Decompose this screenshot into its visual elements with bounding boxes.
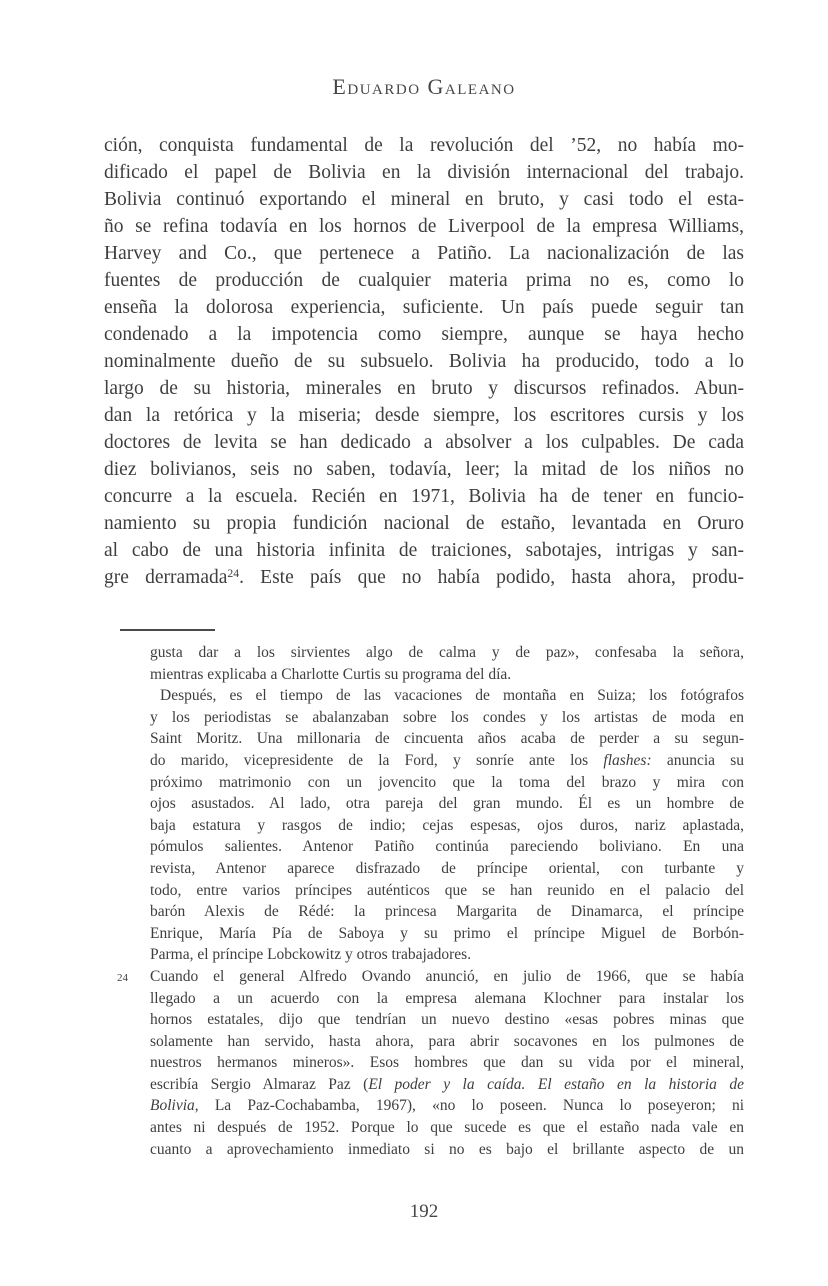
text-line: concurre a la escuela. Recién en 1971, Bolivia ha de tener en funcio- (104, 486, 744, 507)
text-line: todo, entre varios príncipes auténticos que se han reunido en el palacio del (150, 881, 744, 899)
text-line: Saint Moritz. Una millonaria de cincuenta años acaba de perder a su segun- (150, 730, 744, 748)
text-line: mientras explicaba a Charlotte Curtis su programa del día. (150, 665, 512, 683)
text-line: enseña la dolorosa experiencia, suficiente. Un país puede seguir tan (104, 297, 744, 318)
text-line: Bolivia continuó exportando el mineral en bruto, y casi todo el esta- (104, 189, 744, 210)
text-line: Harvey and Co., que pertenece a Patiño. La nacionalización de las (104, 243, 744, 264)
footnote-24-text (150, 966, 744, 1160)
text-line: nominalmente dueño de su subsuelo. Bolivia ha producido, todo a lo (104, 351, 744, 372)
text-line: llegado a un acuerdo con la empresa alemana Klochner para instalar los (150, 989, 744, 1007)
text-line: diez bolivianos, seis no saben, todavía, leer; la mitad de los niños no (104, 459, 744, 480)
running-header-author: Eduardo Galeano (332, 74, 516, 99)
text-line: doctores de levita se han dedicado a absolver a los culpables. De cada (104, 432, 744, 453)
text-line: namiento su propia fundición nacional de estaño, levantada en Oruro (104, 513, 744, 534)
text-line: largo de su historia, minerales en bruto y discursos refinados. Abun- (104, 378, 744, 399)
text-line: y los periodistas se abalanzaban sobre los condes y los artistas de moda en (150, 708, 744, 726)
text-line: condenado a la impotencia como siempre, aunque se haya hecho (104, 324, 744, 345)
footnote-24 (117, 966, 744, 1160)
text-line: hornos estatales, dijo que tendrían un nuevo destino «esas pobres minas que (150, 1011, 744, 1029)
text-line: nuestros hermanos mineros». Esos hombres que dan su vida por el mineral, (150, 1054, 744, 1072)
text-line: antes ni después de 1952. Porque lo que sucede es que el estaño nada vale en (150, 1119, 744, 1137)
text-line: Después, es el tiempo de las vacaciones de montaña en Suiza; los fotógrafos (160, 687, 744, 705)
text-line: Enrique, María Pía de Saboya y su primo el príncipe Miguel de Borbón- (150, 924, 744, 942)
footnote-continuation-para2 (150, 685, 744, 966)
text-line: gre derramada$^{24}$. Este país que no había podido, hasta ahora, produ- (104, 567, 744, 588)
text-line: Cuando el general Alfredo Ovando anunció, en julio de 1966, que se había (150, 967, 744, 985)
text-line: al cabo de una historia infinita de traiciones, sabotajes, intrigas y san- (104, 540, 744, 561)
text-line: dificado el papel de Bolivia en la división internacional del trabajo. (104, 162, 744, 183)
body-text (104, 132, 744, 593)
text-line: gusta dar a los sirvientes algo de calma y de paz», confesaba la señora, (150, 644, 744, 661)
footnote-continuation-para1 (150, 642, 744, 685)
page-number: 192 (409, 1201, 439, 1222)
text-line: escribía Sergio Almaraz Paz (El poder y la caída. El estaño en la historia de (150, 1075, 744, 1093)
text-line: do marido, vicepresidente de la Ford, y sonríe ante los flashes: anuncia su (150, 751, 745, 769)
text-line: ño se refina todavía en los hornos de Liverpool de la empresa Williams, (104, 216, 744, 237)
text-line: fuentes de producción de cualquier materia prima no es, como lo (104, 270, 744, 291)
text-line: barón Alexis de Rédé: la princesa Margarita de Dinamarca, el príncipe (150, 903, 744, 921)
footnotes-section (117, 642, 745, 1160)
footnote-separator-rule (120, 629, 215, 631)
text-line: Bolivia, La Paz-Cochabamba, 1967), «no lo poseen. Nunca lo poseyeron; ni (150, 1097, 744, 1115)
text-line: próximo matrimonio con un jovencito que la toma del brazo y mira con (150, 773, 744, 791)
text-line: ojos asustados. Al lado, otra pareja del gran mundo. Él es un hombre de (150, 795, 744, 813)
text-line: Parma, el príncipe Lobckowitz y otros trabajadores. (150, 946, 472, 964)
text-line: solamente han servido, hasta ahora, para abrir socavones en los pulmones de (150, 1032, 744, 1050)
text-line: revista, Antenor aparece disfrazado de príncipe oriental, con turbante y (150, 859, 744, 877)
text-line: baja estatura y rasgos de indio; cejas espesas, ojos duros, nariz aplastada, (150, 816, 744, 834)
text-line: ción, conquista fundamental de la revolución del ’52, no había mo- (104, 135, 744, 156)
footnote-24-marker: 24 (117, 971, 128, 984)
text-line: cuanto a aprovechamiento inmediato si no es bajo el brillante aspecto de un (150, 1140, 744, 1158)
text-line: dan la retórica y la miseria; desde siempre, los escritores cursis y los (104, 405, 744, 426)
text-line: pómulos salientes. Antenor Patiño continúa pareciendo boliviano. En una (150, 838, 744, 856)
